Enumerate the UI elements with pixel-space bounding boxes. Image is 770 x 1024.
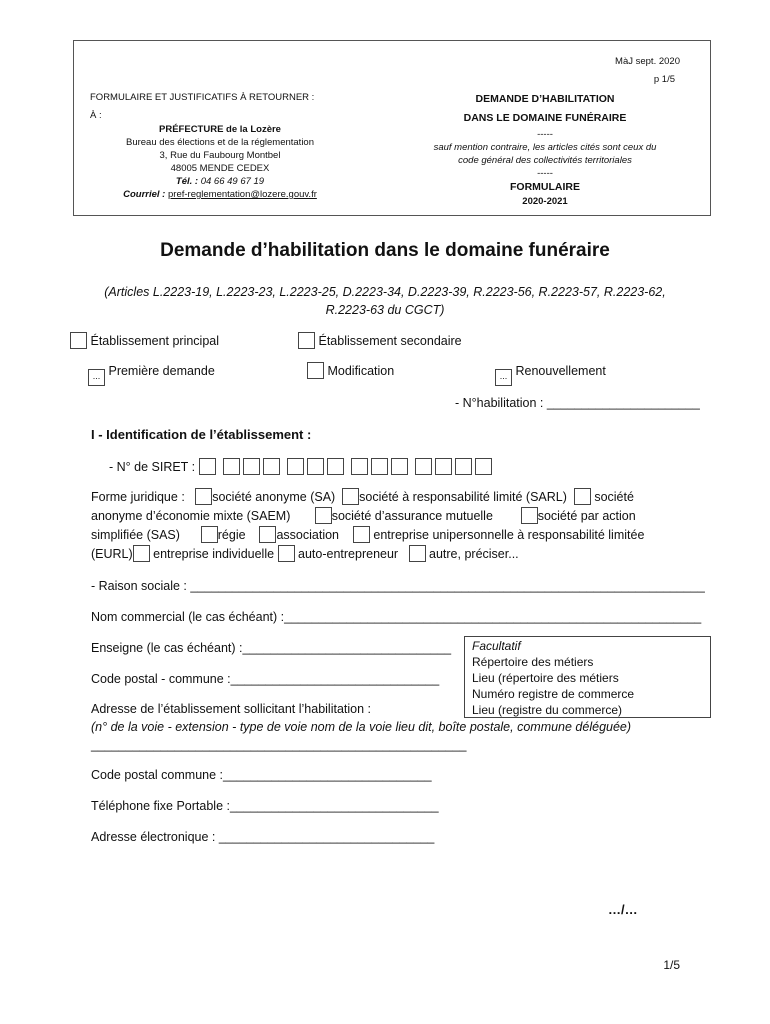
adresse-label: Adresse de l’établissement sollicitant l’habilitation :	[91, 702, 372, 716]
address-block	[90, 123, 350, 201]
siret-digit[interactable]	[415, 458, 432, 475]
city: 48005 MENDE CEDEX	[170, 163, 270, 174]
page-ref: p 1/5	[653, 74, 675, 85]
forme-saem: anonyme d’économie mixte (SAEM)	[91, 509, 291, 523]
forme-line-4	[91, 545, 519, 563]
raison-sociale-field[interactable]: - Raison sociale : __________________________________________________________________________	[91, 579, 705, 593]
telephone	[90, 175, 350, 188]
siret-digit[interactable]	[455, 458, 472, 475]
forme-line-2	[91, 507, 636, 525]
checkbox-modification[interactable]	[307, 362, 324, 379]
forme-ei: entreprise individuelle	[153, 547, 275, 561]
siret-label: - N° de SIRET :	[109, 460, 196, 474]
facultatif-title: Facultatif	[472, 639, 521, 653]
separator: -----	[537, 168, 553, 179]
facultatif-item[interactable]: Lieu (registre du commerce)	[472, 703, 623, 717]
email	[90, 188, 350, 201]
separator: -----	[537, 129, 553, 140]
adresse-field[interactable]: ______________________________________________________	[91, 738, 467, 752]
street: 3, Rue du Faubourg Montbel	[159, 150, 281, 161]
code-postal-commune-field-2[interactable]: Code postal commune :______________________________	[91, 768, 432, 782]
note-line-2: code général des collectivités territoriales	[458, 155, 632, 166]
siret-digit[interactable]	[223, 458, 240, 475]
right-title-2: DANS LE DOMAINE FUNÉRAIRE	[463, 112, 627, 124]
page-title: Demande d’habilitation dans le domaine funéraire	[160, 240, 610, 261]
forme-ae: auto-entrepreneur	[298, 547, 399, 561]
option-renouvellement	[495, 362, 606, 386]
checkbox-renouvellement[interactable]: ...	[495, 369, 512, 386]
section-title: I - Identification de l’établissement :	[91, 427, 312, 442]
articles-line-1: (Articles L.2223-19, L.2223-23, L.2223-25, D.2223-34, D.2223-39, R.2223-56, R.2223-57, R.2223-62,	[104, 285, 666, 299]
siret-digit[interactable]	[327, 458, 344, 475]
prefecture-name: PRÉFECTURE de la Lozère	[159, 124, 281, 135]
forme-societe: société	[594, 490, 634, 504]
option-modification-label: Modification	[327, 364, 395, 378]
checkbox-regie[interactable]	[201, 526, 218, 543]
adresse-hint: (n° de la voie - extension - type de voie nom de la voie lieu dit, boîte postale, commune déléguée)	[91, 720, 632, 734]
checkbox-ei[interactable]	[133, 545, 150, 562]
articles-line-2: R.2223-63 du CGCT)	[325, 303, 445, 317]
checkbox-association[interactable]	[259, 526, 276, 543]
forme-sa: société anonyme (SA)	[212, 490, 336, 504]
header-right-block	[400, 90, 690, 208]
mail-link[interactable]: pref-reglementation@lozere.gouv.fr	[168, 189, 317, 200]
siret-digit[interactable]	[287, 458, 304, 475]
nom-commercial-field[interactable]: Nom commercial (le cas échéant) :____________________________________________________________	[91, 610, 702, 624]
option-secondaire	[298, 332, 462, 350]
forme-autre: autre, préciser...	[429, 547, 519, 561]
siret-digit[interactable]	[307, 458, 324, 475]
page-number: 1/5	[663, 958, 680, 972]
siret-digit[interactable]	[199, 458, 216, 475]
right-title-1: DEMANDE D’HABILITATION	[475, 93, 615, 105]
siret-digit[interactable]	[435, 458, 452, 475]
forme-line-3	[91, 526, 644, 544]
bureau-name: Bureau des élections et de la réglementation	[125, 137, 314, 148]
option-modification	[307, 362, 394, 380]
siret-digit[interactable]	[351, 458, 368, 475]
option-principal	[70, 332, 219, 350]
forme-eurl-pre: entreprise unipersonnelle à responsabilité limitée	[373, 528, 645, 542]
siret-boxes[interactable]	[199, 460, 495, 474]
option-premiere	[88, 362, 215, 386]
checkbox-premiere[interactable]: ...	[88, 369, 105, 386]
checkbox-ae[interactable]	[278, 545, 295, 562]
checkbox-eurl[interactable]	[353, 526, 370, 543]
checkbox-principal[interactable]	[70, 332, 87, 349]
tel-value: 04 66 49 67 19	[200, 176, 265, 187]
facultatif-box	[464, 636, 711, 718]
siret-digit[interactable]	[475, 458, 492, 475]
continuation-mark: …/…	[608, 902, 638, 917]
mail-label: Courriel :	[123, 189, 166, 200]
forme-association: association	[276, 528, 340, 542]
option-principal-label: Établissement principal	[90, 334, 220, 348]
enseigne-field[interactable]: Enseigne (le cas échéant) :______________________________	[91, 641, 452, 655]
return-label: FORMULAIRE ET JUSTIFICATIFS À RETOURNER :	[90, 92, 315, 103]
facultatif-item[interactable]: Numéro registre de commerce	[472, 687, 635, 701]
form-year: 2020-2021	[522, 196, 568, 207]
forme-sarl: société à responsabilité limité (SARL)	[359, 490, 567, 504]
to-label: À :	[90, 110, 102, 121]
note-line-1: sauf mention contraire, les articles cités sont ceux du	[433, 142, 657, 153]
checkbox-sa[interactable]	[195, 488, 212, 505]
code-postal-commune-field[interactable]: Code postal - commune :______________________________	[91, 672, 440, 686]
forme-line-1	[91, 488, 634, 506]
checkbox-sas[interactable]	[521, 507, 538, 524]
siret-digit[interactable]	[243, 458, 260, 475]
update-date: MàJ sept. 2020	[615, 56, 680, 67]
siret-row	[109, 458, 495, 476]
telephone-field[interactable]: Téléphone fixe Portable :______________________________	[91, 799, 439, 813]
checkbox-mutuelle[interactable]	[315, 507, 332, 524]
forme-sas-pre: société par action	[537, 509, 636, 523]
tel-label: Tél. :	[175, 176, 199, 187]
forme-sas: simplifiée (SAS)	[91, 528, 180, 542]
facultatif-item[interactable]: Répertoire des métiers	[472, 655, 594, 669]
siret-digit[interactable]	[371, 458, 388, 475]
option-renouvellement-label: Renouvellement	[515, 364, 606, 378]
checkbox-saem[interactable]	[574, 488, 591, 505]
checkbox-sarl[interactable]	[342, 488, 359, 505]
form-label: FORMULAIRE	[510, 181, 580, 193]
articles-reference	[80, 283, 690, 319]
forme-mutuelle: société d’assurance mutuelle	[331, 509, 493, 523]
siret-digit[interactable]	[391, 458, 408, 475]
email-field[interactable]: Adresse électronique : _______________________________	[91, 830, 435, 844]
option-secondaire-label: Établissement secondaire	[318, 334, 462, 348]
checkbox-autre[interactable]	[409, 545, 426, 562]
checkbox-secondaire[interactable]	[298, 332, 315, 349]
forme-eurl: (EURL)	[91, 547, 133, 561]
forme-regie: régie	[217, 528, 246, 542]
siret-digit[interactable]	[263, 458, 280, 475]
habilitation-number-field[interactable]: - N°habilitation : ______________________	[455, 396, 700, 410]
facultatif-item[interactable]: Lieu (répertoire des métiers	[472, 671, 619, 685]
forme-label: Forme juridique :	[91, 490, 185, 504]
option-premiere-label: Première demande	[108, 364, 215, 378]
